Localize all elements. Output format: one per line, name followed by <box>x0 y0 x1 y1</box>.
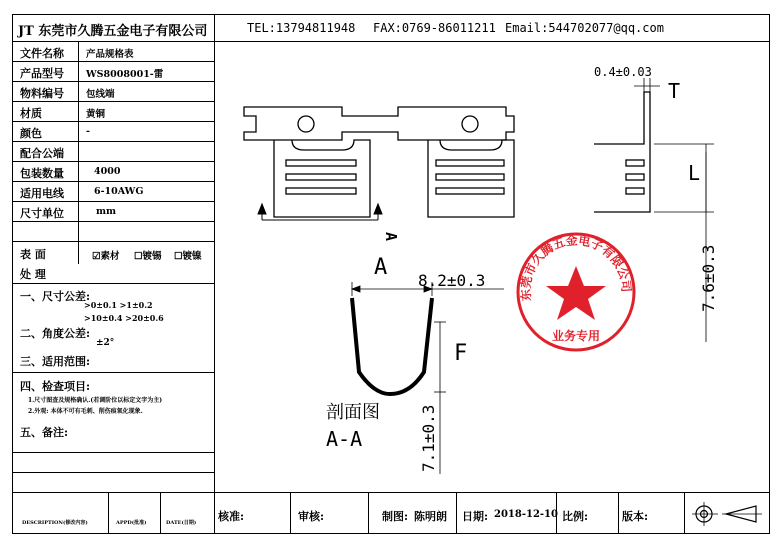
scope-title: 三、适用范围: <box>20 355 91 368</box>
terminal-1-slot <box>286 174 356 180</box>
tolerance-title: 一、尺寸公差: <box>20 290 91 303</box>
view-letter: A <box>374 255 388 280</box>
spec-value: 产品规格表 <box>86 49 134 60</box>
side-view-slot <box>626 174 644 180</box>
terminal-2-slot <box>436 188 504 194</box>
terminal-1-slot <box>286 160 356 166</box>
length-dim: 7.6±0.3 <box>699 244 718 312</box>
notes-line-1 <box>12 372 214 373</box>
rev-line-2 <box>12 472 214 473</box>
stamp-bottom-text: 业务专用 <box>552 329 601 343</box>
footer-div-2 <box>368 492 369 534</box>
surface-label-top: 表 面 <box>20 248 46 261</box>
stamp-star-icon <box>546 266 606 320</box>
footer-draw-label: 制图: <box>382 510 409 523</box>
footer-div-5 <box>618 492 619 534</box>
spec-row-1 <box>12 62 214 82</box>
company-stamp <box>518 232 634 350</box>
footer-date: 2018-12-10 <box>494 509 558 520</box>
spec-label: 适用电线 <box>20 187 64 200</box>
spec-row-blank <box>12 222 214 242</box>
thickness-symbol: T <box>668 79 681 103</box>
side-view-slot <box>626 188 644 194</box>
rev-divider-1 <box>108 492 109 534</box>
spec-label: 产品型号 <box>20 67 64 80</box>
spec-value: 包线端 <box>86 89 115 100</box>
section-marker-right: A <box>382 232 400 242</box>
surface-option-tin: ☐镀锡 <box>134 251 162 262</box>
spec-label: 物料编号 <box>20 87 64 100</box>
spec-row-8 <box>12 202 214 222</box>
carrier-strip <box>244 107 514 140</box>
terminal-2-slot <box>436 160 504 166</box>
height-dim: 7.1±0.3 <box>419 404 438 472</box>
projection-symbol-icon <box>690 500 766 528</box>
footer-drawer: 陈明朗 <box>414 510 447 523</box>
footer-review-label: 审核: <box>298 510 325 523</box>
technical-drawing <box>214 42 770 492</box>
spec-label: 材质 <box>20 107 42 120</box>
spec-value: 6-10AWG <box>94 186 144 197</box>
terminal-2-slot <box>436 174 504 180</box>
company-name: JT 东莞市久腾五金电子有限公司 <box>18 24 208 39</box>
spec-column-divider <box>78 42 79 264</box>
pilot-hole-2 <box>462 116 478 132</box>
spec-value: mm <box>96 206 117 217</box>
surface-option-nickel: ☐镀镍 <box>174 251 202 262</box>
rev-description-header: DESCRIPTION(修改内容) <box>22 520 88 526</box>
footer-div-1 <box>290 492 291 534</box>
spec-value: 4000 <box>94 166 121 177</box>
angle-value: ±2° <box>96 338 115 348</box>
spec-row-6 <box>12 162 214 182</box>
surface-row <box>12 242 214 284</box>
spec-row-2 <box>12 82 214 102</box>
spec-value: 黄铜 <box>86 109 106 120</box>
spec-label: 包装数量 <box>20 167 64 180</box>
spec-label: 配合公端 <box>20 147 64 160</box>
section-u-outer <box>352 298 432 394</box>
surface-label-bottom: 处 理 <box>20 268 46 281</box>
tel-text: TEL:13794811948 <box>247 21 356 35</box>
section-arrow-left-icon <box>258 204 266 214</box>
spec-row-4 <box>12 122 214 142</box>
spec-label: 文件名称 <box>20 47 64 60</box>
rev-approved-header: APPD(批准) <box>116 520 147 526</box>
surface-option-raw: ☑素材 <box>92 251 120 262</box>
stamp-ring-text: 东莞市久腾五金电子有限公司 <box>518 233 634 302</box>
footer-top-line <box>214 492 770 493</box>
inspect-item-1: 1.尺寸图查及规格确认.(若调阶位以标定文字为主) <box>28 397 163 404</box>
spec-row-3 <box>12 102 214 122</box>
spec-label: 颜色 <box>20 127 42 140</box>
pilot-hole-1 <box>298 116 314 132</box>
rev-line-1 <box>12 452 214 453</box>
fax-text: FAX:0769-86011211 <box>373 21 496 35</box>
side-view-slot <box>626 160 644 166</box>
inspect-title: 四、检查项目: <box>20 380 91 393</box>
footer-check-label: 核准: <box>218 510 245 523</box>
angle-title: 二、角度公差: <box>20 327 91 340</box>
rev-line-3 <box>12 492 214 493</box>
spec-row-5 <box>12 142 214 162</box>
terminal-2-outline <box>428 140 514 217</box>
rev-divider-2 <box>160 492 161 534</box>
footer-version-label: 版本: <box>622 510 649 523</box>
footer-date-label: 日期: <box>462 510 489 523</box>
length-symbol: L <box>688 161 701 185</box>
email-text: Email:544702077@qq.com <box>505 21 664 35</box>
section-label: A-A <box>326 427 363 451</box>
rev-date-header: DATE(日期) <box>166 520 197 526</box>
spec-value: WS8008001-雷 <box>86 69 164 80</box>
inspect-item-2: 2.外观: 本体不可有毛刺、削伤痕氧化现象. <box>28 408 143 415</box>
spec-label: 尺寸单位 <box>20 207 64 220</box>
footer-div-6 <box>684 492 685 534</box>
footer-scale-label: 比例: <box>562 510 589 523</box>
width-dim: 8.2±0.3 <box>418 271 486 290</box>
spec-row-7 <box>12 182 214 202</box>
terminal-1-slot <box>286 188 356 194</box>
tolerance-row-2: >10±0.4 >20±0.6 <box>84 313 164 323</box>
remark-title: 五、备注: <box>20 426 69 439</box>
section-arrow-right-icon <box>374 204 382 214</box>
height-symbol: F <box>454 341 468 366</box>
tolerance-row-1: >0±0.1 >1±0.2 <box>84 300 153 310</box>
spec-value: - <box>86 126 90 137</box>
thickness-dim: 0.4±0.03 <box>594 65 652 79</box>
footer-div-3 <box>456 492 457 534</box>
spec-row-0 <box>12 42 214 62</box>
section-title: 剖面图 <box>326 402 380 423</box>
